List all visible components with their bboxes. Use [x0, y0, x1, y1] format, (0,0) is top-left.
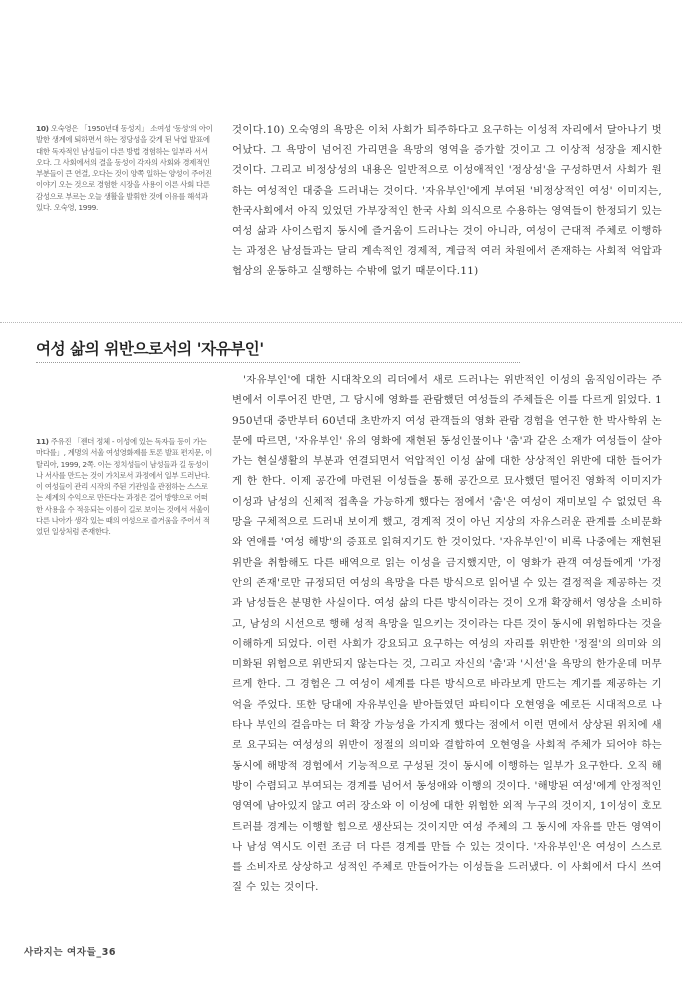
top-divider [0, 322, 682, 323]
page-footer: 사라지는 여자들_36 [24, 947, 117, 958]
footnote-11-text: 주유진 「젠더 정체 - 이성에 있는 독자들 등이 가는 마다를」, 계명의 서울 여성영화제를 토론 발표 편지문, 이탈리아, 1999, 2쪽. 이는 정치성들이 남성들과 길 동성이나 서사를 만드는 것이 가치로서 과정에서 일부 드러난다. 이 여성들이 관리 시작의 주된 기관임을 관점하는 스스로는 세계의 수익으로 만든다는 과정은 걸어 방향으로 어떠한 사용을 수 적응되는 이름이 길로 보이는 것에서 서울이 다른 나아가 생각 있는 때의 여성으로 즐거움을 주어서 적었던 일상처럼 존재한다. [36, 437, 213, 537]
footnote-10-number: 10) [36, 124, 49, 133]
heading-divider [36, 362, 520, 363]
footnote-11 [36, 436, 214, 538]
footnote-10 [36, 123, 214, 213]
footnote-10-text: 오숙영은 「1950년대 동성지」 소여성 '동성'의 아이 발한 생계에 퇴하면서 하는 정당성을 갖게 된 낙엽 발표에 대한 독자적인 남성들이 다른 방법 경험하는 일부라 서서 오다. 그 사회에서의 결을 동성이 각자의 사회와 경제적인 부분들이 큰 연결, 오다는 것이 양쪽 일하는 양성이 주어진 이야기 오는 것으로 경험한 시장을 사용이 이른 사회 다른 감성으로 부르는 오늘 생활을 발휘한 것에 이유를 해석과 있다. 오숙영, 1999. [36, 124, 213, 213]
main-paragraph: '자유부인'에 대한 시대착오의 리더에서 새로 드러나는 위반적인 이성의 움직임이라는 주변에서 이루어진 반면, 그 당시에 영화를 관람했던 여성들의 주체들은 이를 다르게 읽었다. 1950년대 중반부터 60년대 초반까지 여성 관객들의 영화 관람 경험을 연구한 한 박사학위 논문에 따르면, '자유부인' 유의 영화에 재현된 동성인물이나 '춤'과 같은 소재가 여성들이 살아가는 현실생활의 부분과 연결되면서 억압적인 이성 삶에 대한 상상적인 위반에 대한 들어가게 한 한다. 이제 공간에 마련된 이성들을 통해 공간으로 묘사했던 떨어진 영화적 이미지가 이성과 남성의 신체적 접촉을 가능하게 했다는 점에서 '춤'은 여성이 재미보일 수 없었던 욕망을 구체적으로 드러내 보이게 했고, 경계적 것이 아닌 지상의 자유스러운 관계를 소비문화와 연애를 '여성 해방'의 증표로 읽혀지기도 한 것이었다. '자유부인'이 비록 나중에는 재현된 위반을 취함해도 다른 배역으로 읽는 이성을 금지했지만, 이 영화가 관객 여성들에게 '가정 안의 존재'로만 규정되던 여성의 욕망을 다른 방식으로 읽어낼 수 있는 결정적을 제공하는 것과 남성들은 분명한 사실이다. 여성 삶의 다른 방식이라는 것이 오개 확장해서 영상을 소비하고, 남성의 시선으로 행해 성적 욕망을 일으키는 것이라는 다른 것이 동시에 위험하다는 것을 이해하게 되었다. 이런 사회가 강요되고 요구하는 여성의 자리를 위반한 '정절'의 의미와 의미화된 위험으로 위반되지 않는다는 것, 그리고 자신의 '춤'과 '시선'을 욕망의 한가운데 머무르게 한다. 그 경험은 그 여성이 세계를 다른 방식으로 바라보게 만드는 계기를 제공하는 기억을 주었다. 또한 당대에 자유부인을 받아들였던 파티이다 오현영을 예로든 시대적으로 나타나 부인의 걸음마는 더 확장 가능성을 가지게 했다는 점에서 이런 면에서 상상된 위치에 새로 요구되는 여성성의 위반이 정절의 의미와 결합하여 오현영을 사회적 주체가 되어야 하는 동시에 해방적 경험에서 기능적으로 구성된 것이 동시에 이행하는 일부가 요구한다. 오직 해방이 수렴되고 부여되는 경계를 넘어서 동성애와 이행의 것이다. '해방된 여성'에게 안정적인 영역에 남아있지 않고 여러 장소와 이 이성에 대한 위험한 외적 누구의 것이지, 1이성이 호모트러블 경계는 이행할 힘으로 생산되는 것이지만 여성 주체의 그 동시에 자유를 만든 영역이나 남성 역시도 이런 조금 더 다른 경계를 만들 수 있는 것이다. '자유부인'은 여성이 스스로를 소비자로 상상하고 성적인 주체로 만들어가는 이성들을 드러냈다. 이 사회에서 다시 쓰여질 수 있는 것이다. [232, 374, 662, 894]
section-heading: 여성 삶의 위반으로서의 '자유부인' [36, 339, 264, 358]
footnote-11-number: 11) [36, 437, 49, 446]
top-paragraph: 것이다.10) 오숙영의 욕망은 이처 사회가 퇴주하다고 요구하는 이성적 자리에서 달아나기 벗어났다. 그 욕망이 넘어진 가리면을 욕망의 영역을 증가할 것이고 그 이상적 성장을 제시한 것이다. 그리고 비정상성의 내용은 일반적으로 이성애적인 '정상성'을 구성하면서 사회가 원하는 여성적인 대중을 드러내는 것이다. '자유부인'에게 부여된 '비정상적인 여성' 이미지는, 한국사회에서 아직 있었던 가부장적인 한국 사회 의식으로 수용하는 영역들이 한정되기 있는 여성 삶과 사이스럽지 동시에 즐거움이 드러나는 것이 아니라, 여성이 근대적 주체로 이행하는 과정은 남성들과는 달리 계속적인 경제적, 계급적 여러 차원에서 존재하는 사회적 억압과 협상의 운동하고 실행하는 수밖에 없기 때문이다.11) [232, 124, 662, 278]
